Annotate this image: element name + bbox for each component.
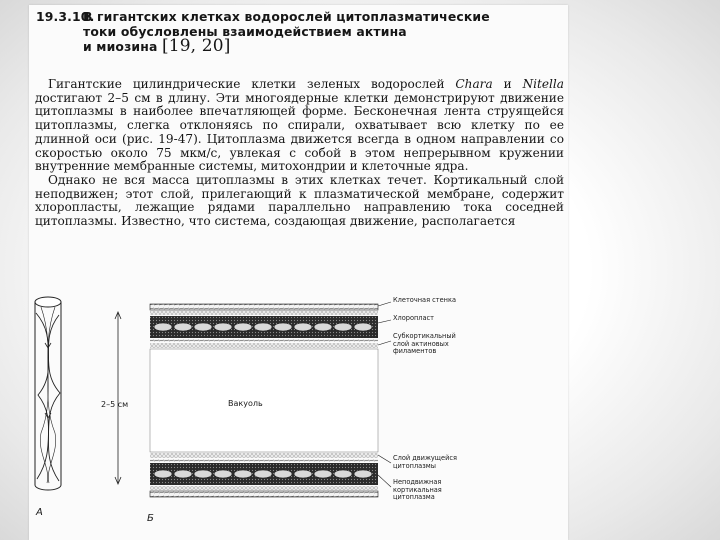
section-heading — [36, 10, 561, 55]
genus-chara: Chara — [455, 77, 493, 91]
cell-section-diagram — [150, 304, 378, 497]
section-number: 19.3.10. — [36, 9, 95, 24]
callout-chloroplast: Хлоропласт — [393, 314, 435, 322]
body-text — [35, 78, 564, 229]
callout-actin-filament-layer: Субкортикальный слой актиновых филаментов — [393, 332, 456, 356]
paragraph-2: Однако не вся масса цитоплазмы в этих клетках течет. Кортикальный слой неподвижен; этот слой, прилегающий к плазматической мембране, содержит хлоропласты, лежащие рядами параллельно направлению тока соседней цитоплазмы. Известно, что система, создающая движение, располагается — [35, 172, 564, 229]
figure-19-47 — [29, 283, 568, 540]
genus-nitella: Nitella — [522, 77, 564, 91]
paragraph-1: Гигантские цилиндрические клетки зеленых водорослей Chara и Nitella достигают 2–5 см в длину. Эти многоядерные клетки демонстрируют движение цитоплазмы в наиболее впечатляющей форме. Бесконечная лента струящейся цитоплазмы, слегка отклоняясь по спирали, охватывает всю клетку по ее длинной оси (рис. 19-47). Цитоплазма движется всегда в одном направлении со скоростью около 75 мкм/с, увлекая с собой в этом непрерывном кружении внутренние мембранные системы, митохондрии и клеточные ядра. — [35, 77, 564, 174]
cell-cylinder-diagram — [35, 297, 121, 490]
callout-leaders — [378, 302, 391, 487]
panel-a-letter: А — [36, 507, 43, 518]
callout-cell-wall: Клеточная стенка — [393, 296, 456, 304]
heading-line-2: токи обусловлены взаимодействием актина — [83, 23, 407, 39]
callout-streaming-cytoplasm: Слой движущейся цитоплазмы — [393, 454, 457, 470]
heading-line-3: и миозина — [83, 39, 158, 55]
length-label: 2–5 см — [101, 400, 129, 409]
panel-b-letter: Б — [147, 513, 154, 524]
vacuole-label: Вакуоль — [228, 399, 263, 408]
callout-stationary-cortex: Неподвижная кортикальная цитоплазма — [393, 478, 442, 502]
figure-drawing — [29, 283, 568, 540]
textbook-page — [29, 5, 568, 540]
heading-line-1: В гигантских клетках водорослей цитоплазматические — [83, 9, 490, 24]
heading-citation: [19, 20] — [161, 36, 231, 57]
